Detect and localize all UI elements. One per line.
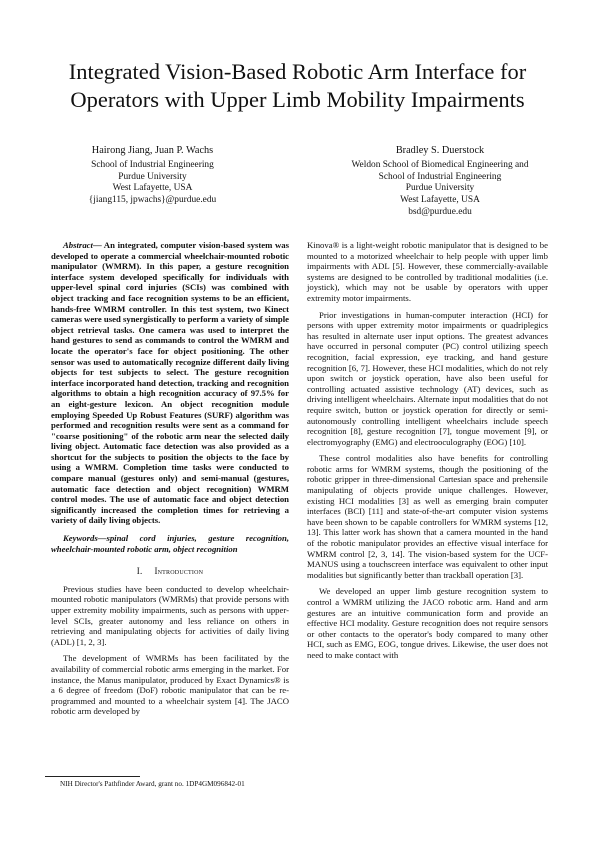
author-affiliation-line: School of Industrial Engineering (91, 159, 214, 170)
author-email: bsd@purdue.edu (408, 206, 472, 217)
body-paragraph: Previous studies have been conducted to develop wheelchair-mounted robotic manipulators (WMRMs) that provide persons with upper extremity mobility impairments, such as persons with upper-level SCIs, greater autonomy and less reliance on others in retrieving and manipulating objects for activities of daily living (ADL) [1, 2, 3]. (51, 583, 289, 647)
author-names: Hairong Jiang, Juan P. Wachs (91, 145, 214, 156)
section-number: I. (136, 566, 143, 577)
title-line-2: Operators with Upper Limb Mobility Impairments (70, 87, 525, 112)
section-title: Introduction (154, 566, 204, 577)
author-affiliation-line: Weldon School of Biomedical Engineering and (351, 159, 529, 170)
author-block-1 (60, 145, 245, 207)
author-affiliation-line: School of Industrial Engineering (378, 171, 502, 182)
section-heading-introduction (51, 566, 289, 577)
abstract-body: — An integrated, computer vision-based system was developed to operate a commercial wheelchair-mounted robotic manipulator (WMRM). In this paper, a gesture recognition interface system developed specifically for individuals with upper-level spinal cord injuries (SCIs) was combined with object tracking and face recognition systems to be an efficient, hands-free WMRM controller. In this test system, two Kinect cameras were used synergistically to perform a variety of simple object retrieval tasks. One camera was used to interpret the hand gestures to send as commands to control the WMRM and locate the operator's face for object positioning. The other sensor was used to automatically recognize different daily living objects for test subjects to select. The gesture recognition interface incorporated hand detection, tracking and recognition algorithms to obtain a high recognition accuracy of 97.5% for an eight-gesture lexicon. An object recognition module employing Speeded Up Robust Features (SURF) algorithm was performed and recognition results were sent as a command for "coarse positioning" of the robotic arm near the selected daily living object. Automatic face detection was also provided as a shortcut for the subjects to position the objects to the face by using a WMRM. Completion time tasks were conducted to compare manual (gestures only) and semi-manual (gestures, automatic face detection and object recognition) WMRM control modes. The use of automatic face and object detection significantly increased the completion times for retrieving a variety of daily living objects. (51, 240, 289, 526)
author-affiliation-line: Purdue University (405, 183, 475, 194)
keywords: Keywords—spinal cord injuries, gesture recognition, wheelchair-mounted robotic arm, object recognition (51, 533, 289, 554)
footnote: NIH Director's Pathfinder Award, grant no. 1DP4GM096842-01 (60, 780, 245, 788)
left-column (51, 240, 289, 723)
abstract-label: Abstract (63, 240, 93, 250)
author-affiliation-line: West Lafayette, USA (112, 183, 193, 194)
paper-title (40, 58, 555, 114)
footnote-divider (45, 776, 140, 777)
abstract (51, 240, 289, 526)
author-affiliation-line: West Lafayette, USA (400, 195, 480, 206)
body-paragraph: These control modalities also have benefits for controlling robotic arms for WMRM systems, though the positioning of the robotic gripper in three-dimensional Cartesian space and prehensile manipulating of objects provide unique challenges. However, existing HCI modalities [3] as well as emerging brain computer interfaces (BCI) [11] and state-of-the-art computer vision systems have been shown to be capable controllers for WMRM systems [12, 13]. This latter work has shown that a camera mounted in the hand of the robotic manipulator provides an effective visual interface for WMRM control [2, 3, 14]. The vision-based system for the UCF-MANUS using a touchscreen interface was equivalent to other input modalities but significantly better than trackball operation [3]. (307, 453, 548, 580)
title-line-1: Integrated Vision-Based Robotic Arm Interface for (68, 59, 527, 84)
author-block-2 (325, 145, 555, 219)
right-column (307, 240, 548, 667)
body-paragraph: The development of WMRMs has been facilitated by the availability of commercial robotic arms emerging in the market. For instance, the Manus manipulator, produced by Exact Dynamics® is a 6 degree of freedom (DoF) robotic manipulator that can be re-programmed and mounted to a wheelchair system [4]. The JACO robotic arm developed by (51, 653, 289, 717)
author-affiliation-line: Purdue University (118, 171, 187, 182)
author-email: {jiang115, jpwachs}@purdue.edu (88, 195, 217, 206)
author-names: Bradley S. Duerstock (395, 145, 485, 156)
body-paragraph: Prior investigations in human-computer interaction (HCI) for persons with upper extremity motor impairments or quadriplegics has resulted in alternate user input options. The greatest advances have occurred in personal computer (PC) control utilizing speech recognition, facial expression, eye tracking, and hand gesture recognition [6, 7]. However, these HCI modalities, which do not rely upon switch or joystick operation, have also been useful for controlling actuated assistive technology (AT) devices, such as driving intelligent wheelchairs. Alternate input modalities that do not require switch, button or joystick operation for directly or semi-autonomously controlling intelligent wheelchairs include speech recognition [8], gesture recognition [7], tongue movement [9], or electromyography (EMG) and electrooculography (EOG) [10]. (307, 309, 548, 447)
body-paragraph: Kinova® is a light-weight robotic manipulator that is designed to be mounted to a motorized wheelchair to help people with upper limb impairments with ADL [5]. However, these commercially-available systems are designed to be controlled by traditional modalities (i.e. joystick), which may not be usable by operators with upper extremity motor impairments. (307, 240, 548, 303)
body-paragraph: We developed an upper limb gesture recognition system to control a WMRM utilizing the JACO robotic arm. Hand and arm gestures are an intuitive communication form and provide an effective HCI modality. Gesture recognition does not require sensors or other contacts to the operator's body compared to many other HCI, such as EMG, EOG, tongue drives. Likewise, the user does not need to make contact with (307, 586, 548, 660)
